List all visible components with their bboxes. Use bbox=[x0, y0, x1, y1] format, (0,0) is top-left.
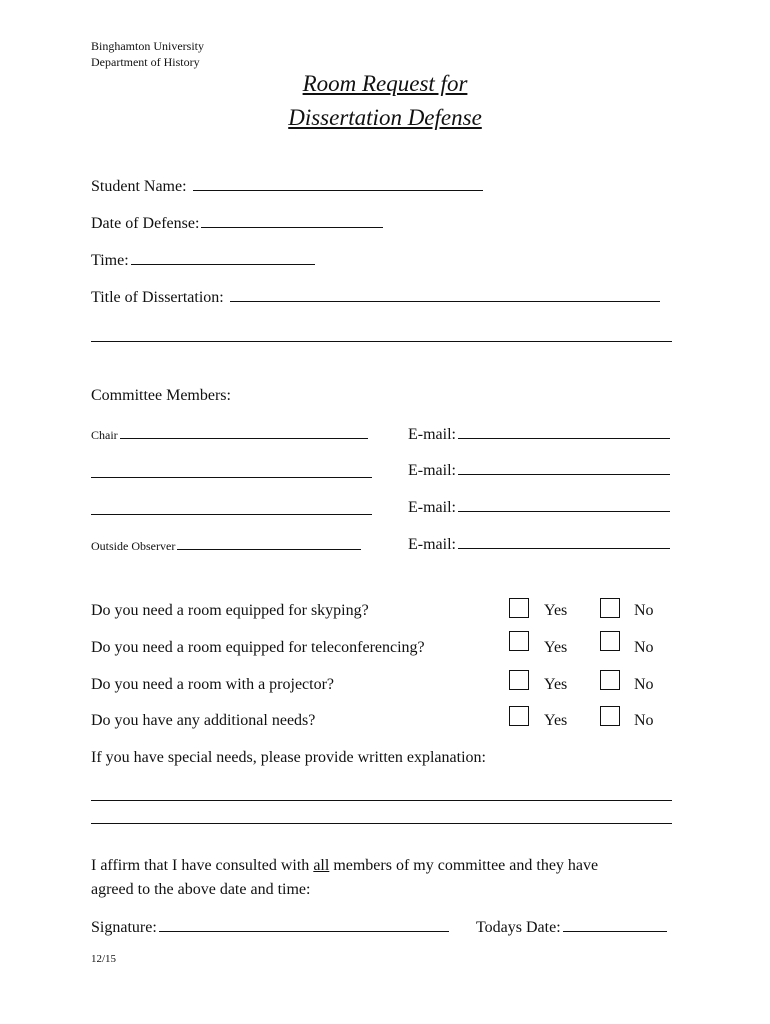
email-field-4[interactable] bbox=[458, 534, 670, 549]
skyping-no-label: No bbox=[634, 602, 654, 619]
email-field-3[interactable] bbox=[458, 497, 670, 512]
outside-observer-name-field[interactable] bbox=[177, 535, 361, 550]
projector-no-checkbox[interactable] bbox=[600, 670, 620, 690]
committee-heading: Committee Members: bbox=[91, 387, 231, 404]
affirm-line-1 bbox=[91, 856, 598, 876]
email-row-4 bbox=[408, 534, 670, 555]
special-needs-line-1[interactable] bbox=[91, 799, 672, 801]
projector-yes-label: Yes bbox=[544, 676, 568, 693]
teleconferencing-no-label: No bbox=[634, 639, 654, 656]
department-name: Department of History bbox=[91, 55, 200, 69]
date-of-defense-row bbox=[91, 213, 383, 234]
form-title-line2: Dissertation Defense bbox=[288, 105, 482, 130]
outside-observer-row bbox=[91, 535, 361, 556]
additional-needs-yes-label: Yes bbox=[544, 712, 568, 729]
special-needs-prompt: If you have special needs, please provide written explanation: bbox=[91, 749, 486, 766]
email-label: E-mail: bbox=[408, 499, 456, 516]
skyping-yes-checkbox[interactable] bbox=[509, 598, 529, 618]
projector-no-label: No bbox=[634, 676, 654, 693]
member-3-name-field[interactable] bbox=[91, 513, 372, 515]
affirm-text-after: members of my committee and they have bbox=[329, 857, 599, 874]
skyping-yes-label: Yes bbox=[544, 602, 568, 619]
student-name-row bbox=[91, 176, 483, 197]
additional-needs-yes-checkbox[interactable] bbox=[509, 706, 529, 726]
question-teleconferencing: Do you need a room equipped for teleconferencing? bbox=[91, 639, 425, 656]
affirm-emphasis: all bbox=[313, 857, 330, 874]
affirm-line-2: agreed to the above date and time: bbox=[91, 881, 311, 898]
form-title-line1: Room Request for bbox=[302, 71, 468, 96]
dissertation-title-label: Title of Dissertation: bbox=[91, 289, 224, 306]
email-field-1[interactable] bbox=[458, 424, 670, 439]
outside-observer-label: Outside Observer bbox=[91, 539, 176, 553]
question-skyping: Do you need a room equipped for skyping? bbox=[91, 602, 369, 619]
dissertation-title-row bbox=[91, 287, 660, 308]
date-of-defense-field[interactable] bbox=[201, 213, 383, 228]
student-name-label: Student Name: bbox=[91, 178, 187, 195]
additional-needs-no-label: No bbox=[634, 712, 654, 729]
form-version-code: 12/15 bbox=[91, 953, 117, 965]
skyping-no-checkbox[interactable] bbox=[600, 598, 620, 618]
todays-date-field[interactable] bbox=[563, 917, 667, 932]
dissertation-title-field[interactable] bbox=[230, 287, 660, 302]
chair-name-field[interactable] bbox=[120, 424, 368, 439]
affirm-text-before: I affirm that I have consulted with bbox=[91, 857, 314, 874]
teleconferencing-yes-label: Yes bbox=[544, 639, 568, 656]
email-field-2[interactable] bbox=[458, 460, 670, 475]
question-projector: Do you need a room with a projector? bbox=[91, 676, 335, 693]
teleconferencing-yes-checkbox[interactable] bbox=[509, 631, 529, 651]
signature-label: Signature: bbox=[91, 919, 157, 936]
time-label: Time: bbox=[91, 252, 129, 269]
date-of-defense-label: Date of Defense: bbox=[91, 215, 200, 232]
signature-row bbox=[91, 917, 449, 938]
email-label: E-mail: bbox=[408, 536, 456, 553]
dissertation-title-continuation-field[interactable] bbox=[91, 340, 672, 342]
todays-date-label: Todays Date: bbox=[476, 919, 561, 936]
chair-row bbox=[91, 424, 368, 445]
email-row-2 bbox=[408, 460, 670, 481]
time-field[interactable] bbox=[131, 250, 315, 265]
email-label: E-mail: bbox=[408, 462, 456, 479]
member-2-name-field[interactable] bbox=[91, 476, 372, 478]
question-additional-needs: Do you have any additional needs? bbox=[91, 712, 316, 729]
signature-field[interactable] bbox=[159, 917, 449, 932]
university-name: Binghamton University bbox=[91, 39, 204, 53]
email-label: E-mail: bbox=[408, 426, 456, 443]
additional-needs-no-checkbox[interactable] bbox=[600, 706, 620, 726]
form-header bbox=[91, 38, 204, 70]
chair-label: Chair bbox=[91, 428, 118, 442]
todays-date-row bbox=[476, 917, 667, 938]
time-row bbox=[91, 250, 315, 271]
teleconferencing-no-checkbox[interactable] bbox=[600, 631, 620, 651]
student-name-field[interactable] bbox=[193, 176, 483, 191]
special-needs-line-2[interactable] bbox=[91, 822, 672, 824]
email-row-3 bbox=[408, 497, 670, 518]
projector-yes-checkbox[interactable] bbox=[509, 670, 529, 690]
email-row-1 bbox=[408, 424, 670, 445]
